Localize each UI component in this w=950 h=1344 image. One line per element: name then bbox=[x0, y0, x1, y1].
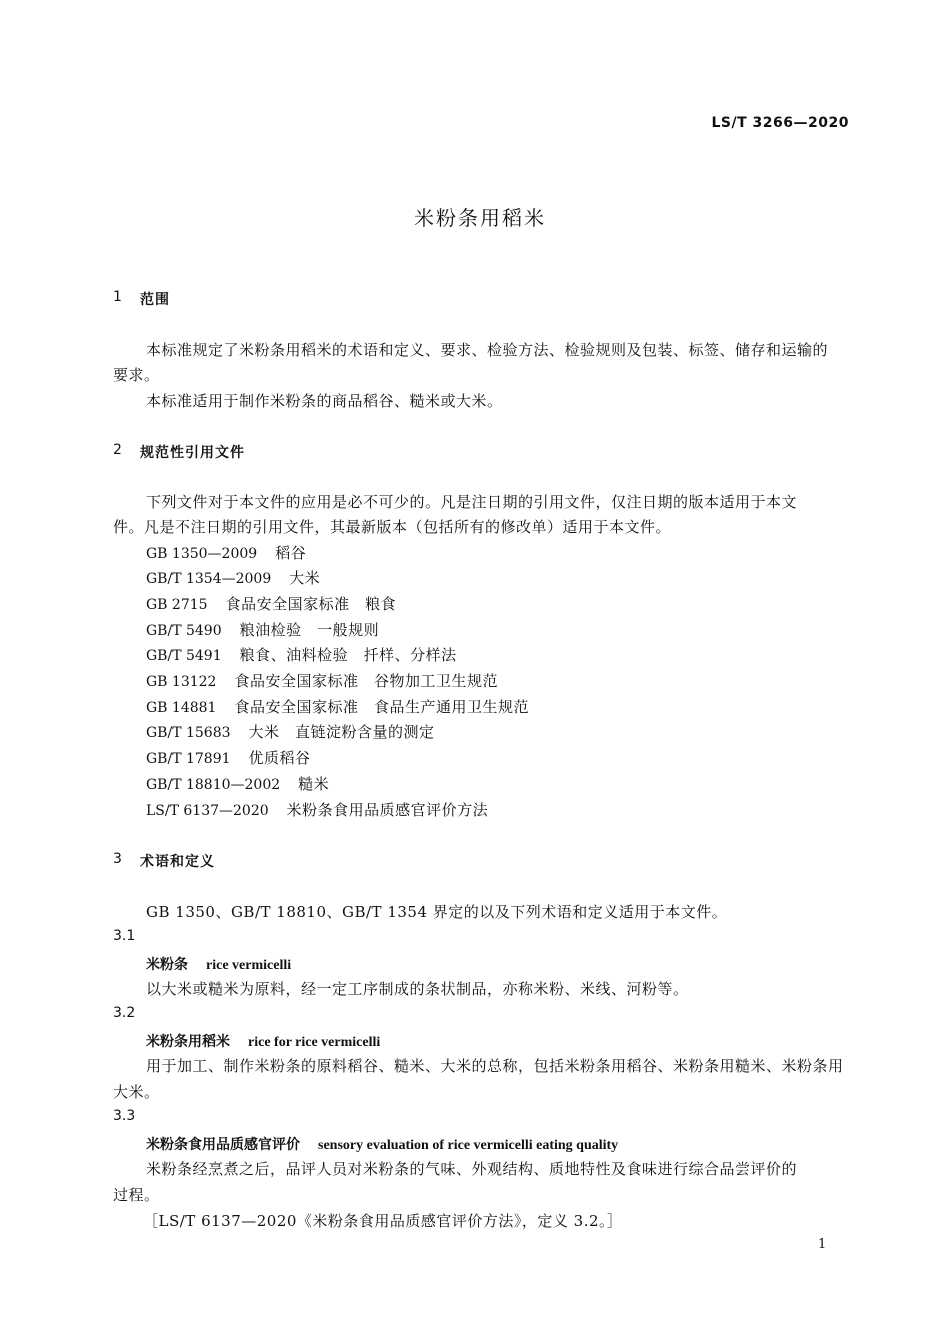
reference-item bbox=[146, 747, 311, 768]
reference-item bbox=[146, 773, 329, 794]
term-heading bbox=[146, 1031, 380, 1051]
section-3-intro: GB 1350、GB/T 18810、GB/T 1354 界定的以及下列术语和定义适用于本文件。 bbox=[146, 903, 728, 921]
term-english: rice for rice vermicelli bbox=[248, 1035, 381, 1050]
section-1-number: 1 bbox=[113, 289, 122, 305]
reference-code: LS/T 6137—2020 bbox=[146, 803, 269, 819]
section-2-number: 2 bbox=[113, 442, 122, 458]
term-source-note: ［LS/T 6137—2020《米粉条食用品质感官评价方法》，定义 3.2。］ bbox=[143, 1212, 623, 1230]
term-english: rice vermicelli bbox=[206, 958, 292, 973]
section-1-para-1-line-1: 本标准规定了米粉条用稻米的术语和定义、要求、检验方法、检验规则及包装、标签、储存和运输的 bbox=[146, 341, 829, 359]
reference-name: 大米 bbox=[289, 569, 321, 587]
reference-item bbox=[146, 644, 457, 665]
section-2-intro-line-1: 下列文件对于本文件的应用是必不可少的。凡是注日期的引用文件，仅注日期的版本适用于本文 bbox=[146, 493, 798, 511]
term-number: 3.3 bbox=[113, 1108, 136, 1124]
section-2-intro-line-2: 件。凡是不注日期的引用文件，其最新版本（包括所有的修改单）适用于本文件。 bbox=[113, 518, 672, 536]
reference-code: GB 13122 bbox=[146, 674, 217, 690]
reference-name: 粮食、油料检验 扦样、分样法 bbox=[239, 646, 457, 664]
term-definition-continued: 过程。 bbox=[113, 1186, 160, 1204]
reference-code: GB/T 5490 bbox=[146, 623, 222, 639]
section-1-para-1-line-2: 要求。 bbox=[113, 366, 160, 384]
reference-name: 优质稻谷 bbox=[248, 749, 311, 767]
section-1-para-2: 本标准适用于制作米粉条的商品稻谷、糙米或大米。 bbox=[146, 392, 503, 410]
reference-code: GB/T 18810—2002 bbox=[146, 777, 281, 793]
reference-item bbox=[146, 799, 488, 820]
reference-name: 米粉条食用品质感官评价方法 bbox=[286, 801, 489, 819]
reference-name: 食品安全国家标准 谷物加工卫生规范 bbox=[234, 672, 498, 690]
term-definition: 以大米或糙米为原料，经一定工序制成的条状制品，亦称米粉、米线、河粉等。 bbox=[146, 980, 689, 998]
section-3-title: 术语和定义 bbox=[140, 854, 215, 870]
term-definition: 用于加工、制作米粉条的原料稻谷、糙米、大米的总称，包括米粉条用稻谷、米粉条用糙米、米粉条用 bbox=[146, 1057, 844, 1075]
term-heading bbox=[146, 1134, 618, 1154]
reference-item bbox=[146, 721, 435, 742]
reference-code: GB 14881 bbox=[146, 700, 217, 716]
reference-name: 糙米 bbox=[298, 775, 330, 793]
reference-code: GB 2715 bbox=[146, 597, 208, 613]
reference-item bbox=[146, 567, 320, 588]
page-number: 1 bbox=[818, 1237, 827, 1252]
reference-name: 大米 直链淀粉含量的测定 bbox=[248, 723, 435, 741]
term-number: 3.1 bbox=[113, 928, 136, 944]
term-number: 3.2 bbox=[113, 1005, 136, 1021]
reference-name: 粮油检验 一般规则 bbox=[239, 621, 380, 639]
term-english: sensory evaluation of rice vermicelli eating quality bbox=[318, 1138, 619, 1153]
term-chinese: 米粉条用稻米 bbox=[146, 1034, 230, 1050]
reference-item bbox=[146, 670, 498, 691]
reference-code: GB/T 5491 bbox=[146, 648, 222, 664]
term-chinese: 米粉条食用品质感官评价 bbox=[146, 1137, 300, 1153]
section-3-number: 3 bbox=[113, 851, 122, 867]
term-definition: 米粉条经烹煮之后，品评人员对米粉条的气味、外观结构、质地特性及食味进行综合品尝评价的 bbox=[146, 1160, 798, 1178]
section-2-title: 规范性引用文件 bbox=[140, 445, 245, 461]
reference-item bbox=[146, 542, 306, 563]
reference-item bbox=[146, 696, 529, 717]
term-heading bbox=[146, 954, 291, 974]
reference-code: GB/T 17891 bbox=[146, 751, 231, 767]
term-chinese: 米粉条 bbox=[146, 957, 188, 973]
reference-code: GB/T 1354—2009 bbox=[146, 571, 272, 587]
reference-name: 食品安全国家标准 粮食 bbox=[225, 595, 397, 613]
standard-code: LS/T 3266—2020 bbox=[711, 115, 849, 131]
reference-code: GB/T 15683 bbox=[146, 725, 231, 741]
reference-item bbox=[146, 593, 396, 614]
reference-code: GB 1350—2009 bbox=[146, 546, 258, 562]
term-definition-continued: 大米。 bbox=[113, 1083, 160, 1101]
reference-name: 稻谷 bbox=[275, 544, 307, 562]
document-title: 米粉条用稻米 bbox=[414, 206, 546, 230]
section-1-title: 范围 bbox=[140, 292, 170, 308]
reference-item bbox=[146, 619, 379, 640]
reference-name: 食品安全国家标准 食品生产通用卫生规范 bbox=[234, 698, 529, 716]
